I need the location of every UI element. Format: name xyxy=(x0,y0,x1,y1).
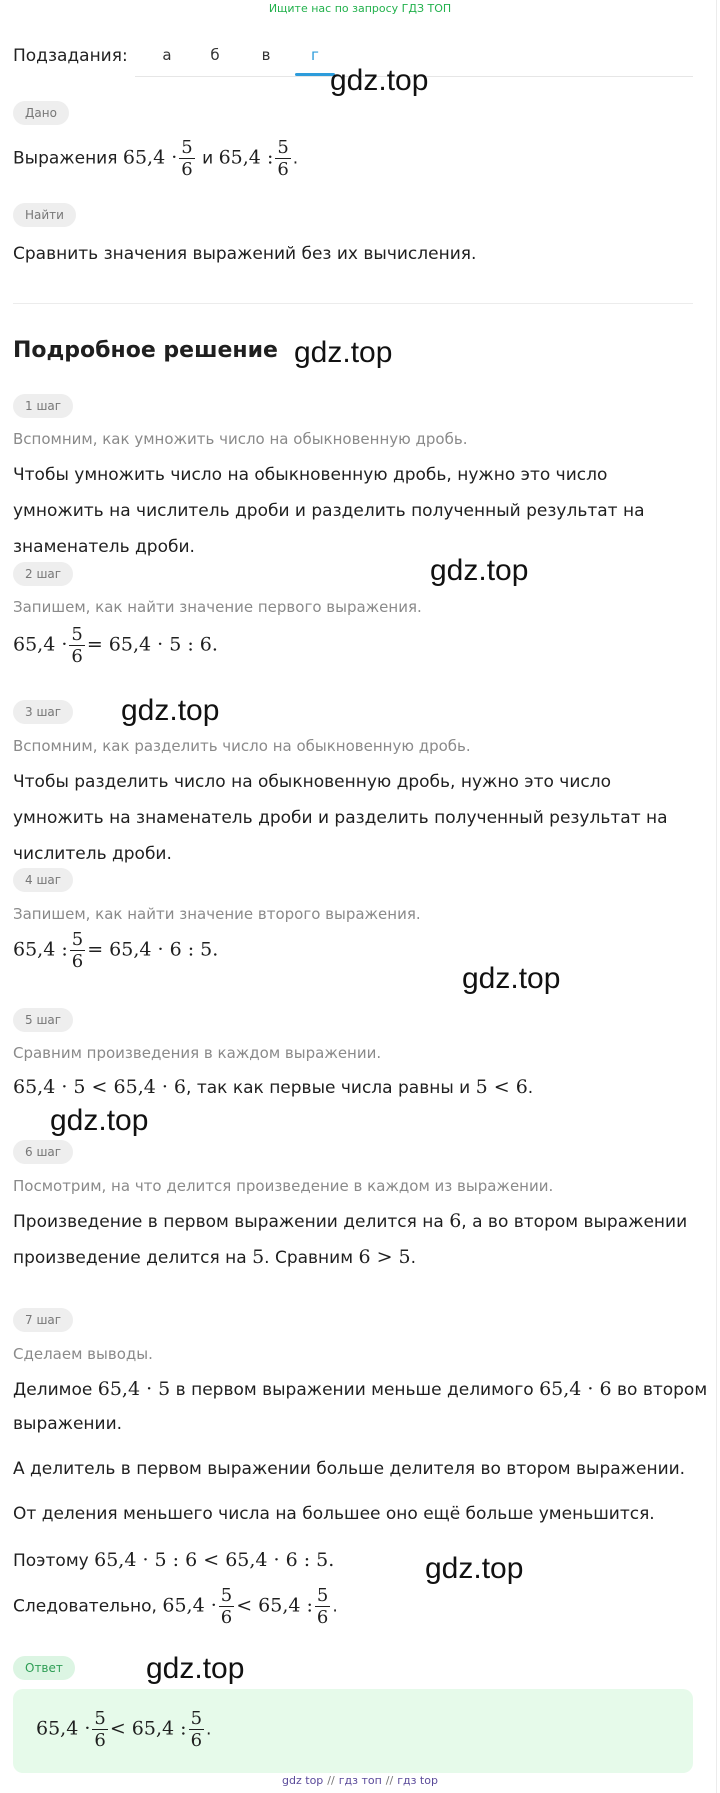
given-badge: Дано xyxy=(13,101,69,125)
footer-links: gdz top // гдз топ // гдз top xyxy=(282,1774,438,1787)
fraction: $\frac{5}{6}$ xyxy=(71,624,83,667)
step-badge: 2 шаг xyxy=(13,562,73,586)
step-text: 65,4 · 5 < 65,4 · 6, так как первые числа равны и 5 < 6. xyxy=(13,1076,534,1098)
watermark: gdz.top xyxy=(50,1104,149,1137)
conclusion-line3: От деления меньшего числа на большее оно ещё больше уменьшится. xyxy=(13,1504,655,1524)
step-badge: 4 шаг xyxy=(13,868,73,892)
conclusion-line1-cont: выражении. xyxy=(13,1414,123,1434)
step-badge: 7 шаг xyxy=(13,1308,73,1332)
given-expr2: 65,4 : xyxy=(218,146,274,169)
find-badge: Найти xyxy=(13,203,76,227)
conclusion-line4: Поэтому 65,4 · 5 : 6 < 65,4 · 6 : 5. xyxy=(13,1549,335,1571)
section-divider xyxy=(13,303,693,304)
step-text: Чтобы умножить число на обыкновенную дробь, нужно это число умножить на числитель дроби и разделить полученный результат на знаменатель дроби. xyxy=(13,465,645,557)
conclusion-line2: А делитель в первом выражении больше делителя во втором выражении. xyxy=(13,1459,686,1479)
step-text: Чтобы разделить число на обыкновенную дробь, нужно это число умножить на знаменатель дроби и разделить полученный результат на числитель дроби. xyxy=(13,772,668,864)
step-text-line1: Произведение в первом выражении делится на 6, а во втором выражении xyxy=(13,1210,688,1232)
step-hint: Сравним произведения в каждом выражении. xyxy=(13,1044,382,1062)
given-expr1: 65,4 · xyxy=(122,146,178,169)
footer-link[interactable]: gdz top xyxy=(282,1774,324,1787)
conclusion-line1: Делимое 65,4 · 5 в первом выражении меньше делимого 65,4 · 6 во втором xyxy=(13,1378,708,1400)
step-hint: Вспомним, как разделить число на обыкновенную дробь. xyxy=(13,737,471,755)
watermark: gdz.top xyxy=(146,1652,245,1685)
fraction: $\frac{5}{6}$ xyxy=(277,137,289,180)
watermark: gdz.top xyxy=(121,694,220,727)
solution-title: Подробное решение xyxy=(13,338,278,363)
answer-math: 65,4 · $\frac{5}{6}$ < 65,4 : $\frac{5}{6}$ . xyxy=(36,1708,212,1751)
subtask-label: Подзадания: xyxy=(13,46,128,66)
footer-link[interactable]: гдз top xyxy=(397,1774,438,1787)
watermark: gdz.top xyxy=(430,554,529,587)
step-text-line2: произведение делится на 5. Сравним 6 > 5. xyxy=(13,1246,417,1268)
step-badge: 3 шаг xyxy=(13,700,73,724)
watermark: gdz.top xyxy=(330,64,429,97)
step-hint: Сделаем выводы. xyxy=(13,1345,153,1363)
given-prefix: Выражения xyxy=(13,148,118,169)
tab-a[interactable]: а xyxy=(162,46,172,64)
step-hint: Посмотрим, на что делится произведение в каждом из выражении. xyxy=(13,1177,554,1195)
answer-badge: Ответ xyxy=(13,1656,75,1680)
fraction: $\frac{5}{6}$ xyxy=(220,1585,233,1628)
tab-v[interactable]: в xyxy=(261,46,271,64)
step-hint: Вспомним, как умножить число на обыкновенную дробь. xyxy=(13,430,468,448)
watermark: gdz.top xyxy=(462,962,561,995)
fraction: $\frac{5}{6}$ xyxy=(181,137,193,180)
tab-b[interactable]: б xyxy=(210,46,220,64)
fraction: $\frac{5}{6}$ xyxy=(190,1708,203,1751)
watermark: gdz.top xyxy=(294,336,393,369)
given-text: Выражения 65,4 · $\frac{5}{6}$ и 65,4 : $\frac{5}{6}$ . xyxy=(13,137,299,180)
fraction: $\frac{5}{6}$ xyxy=(94,1708,106,1751)
fraction: $\frac{5}{6}$ xyxy=(316,1585,329,1628)
step-badge: 1 шаг xyxy=(13,394,73,418)
footer-link[interactable]: гдз топ xyxy=(338,1774,382,1787)
right-border xyxy=(716,0,717,1793)
conclusion-line5: Следовательно, 65,4 · $\frac{5}{6}$ < 65,4 : $\frac{5}{6}$ . xyxy=(13,1585,338,1628)
step-hint: Запишем, как найти значение второго выражения. xyxy=(13,905,421,923)
search-banner: Ищите нас по запросу ГДЗ ТОП xyxy=(268,2,452,15)
step-math: 65,4 · $\frac{5}{6}$ = 65,4 · 5 : 6. xyxy=(13,624,218,667)
watermark: gdz.top xyxy=(425,1552,524,1585)
find-text: Сравнить значения выражений без их вычисления. xyxy=(13,244,477,264)
step-hint: Запишем, как найти значение первого выражения. xyxy=(13,598,422,616)
step-badge: 6 шаг xyxy=(13,1140,73,1164)
given-conj: и xyxy=(202,148,214,169)
fraction: $\frac{5}{6}$ xyxy=(71,929,84,972)
active-tab-indicator xyxy=(295,73,335,76)
step-math: 65,4 : $\frac{5}{6}$ = 65,4 · 6 : 5. xyxy=(13,929,219,972)
step-badge: 5 шаг xyxy=(13,1008,73,1032)
tab-g[interactable]: г xyxy=(311,46,319,64)
